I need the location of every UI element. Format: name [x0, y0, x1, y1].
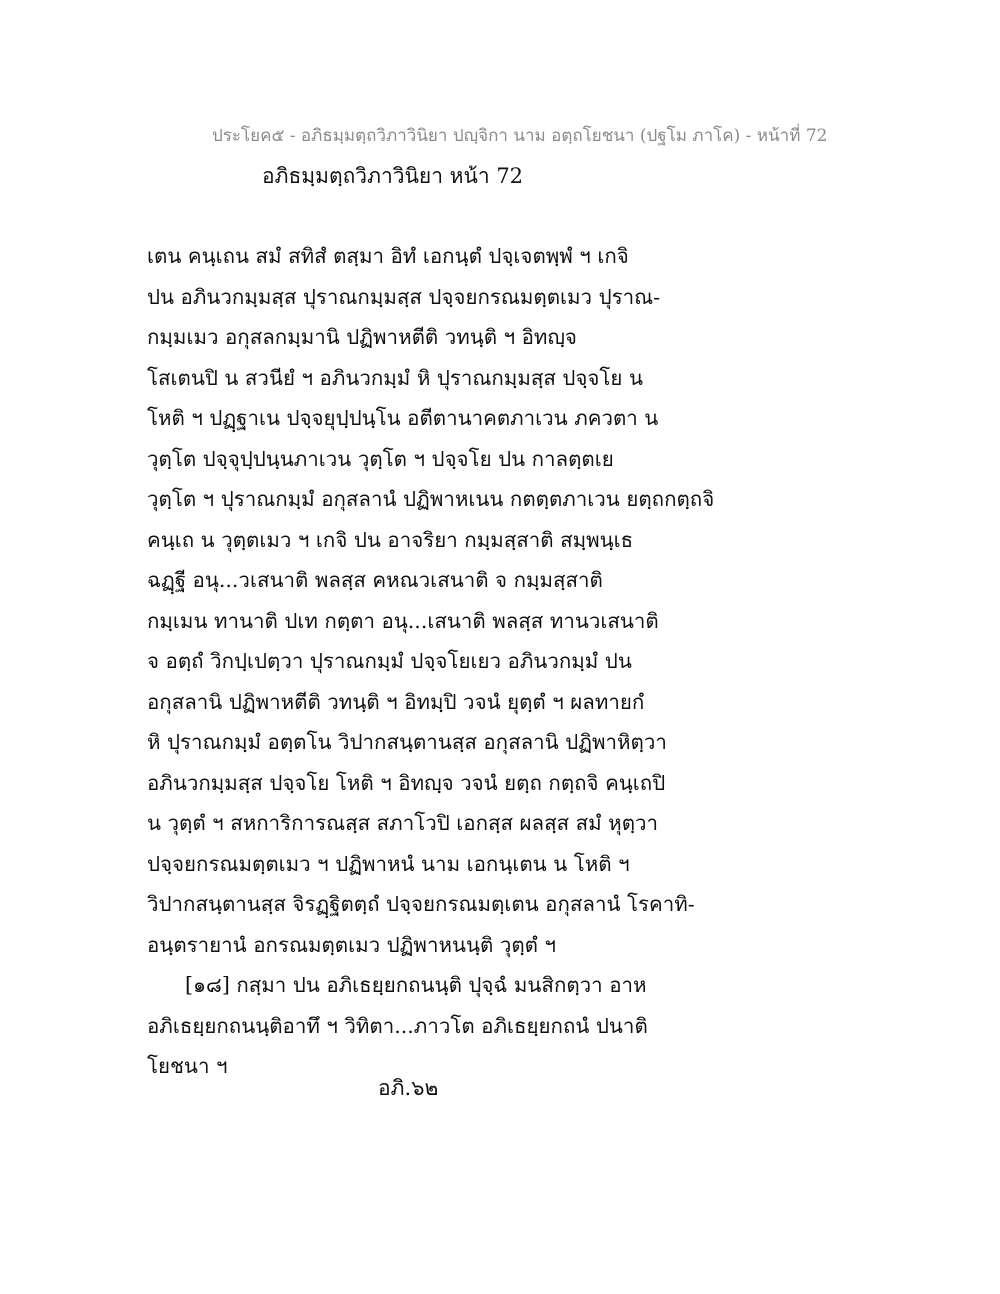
- text-line: คนฺเถ น วุตฺตเมว ฯ เกจิ ปน อาจริยา กมฺมสฺสาติ สมฺพนฺเธ: [147, 527, 634, 552]
- text-line: อภิเธยฺยกถนนฺติอาทึ ฯ วิทิตา...ภาวโต อภิเธยฺยกถนํ ปนาติ: [147, 1013, 648, 1038]
- body-text: [147, 236, 867, 1087]
- page-heading: อภิธมฺมตฺถวิภาวินิยา หน้า 72: [262, 164, 524, 188]
- text-line: หิ ปุราณกมฺมํ อตฺตโน วิปากสนฺตานสฺส อกุสลานิ ปฏิพาหิตฺวา: [147, 730, 667, 754]
- text-line: จ อตฺถํ วิกปฺเปตฺวา ปุราณกมฺมํ ปจฺจโยเยว อภินวกมฺมํ ปน: [147, 649, 632, 673]
- text-line: อภินวกมฺมสฺส ปจฺจโย โหติ ฯ อิทญฺจ วจนํ ยตฺถ กตฺถจิ คนฺเถปิ: [147, 770, 666, 795]
- text-line: กมฺเมน ทานาติ ปเท กตฺตา อนุ...เสนาติ พลสฺส ทานวเสนาติ: [147, 608, 659, 633]
- text-line: อกุสลานิ ปฏิพาหตีติ วทนฺติ ฯ อิทมฺปิ วจนํ ยุตฺตํ ฯ ผลทายกํ: [147, 689, 645, 714]
- text-line: วุตฺโต ปจฺจุปฺปนฺนภาเวน วุตฺโต ฯ ปจฺจโย ปน กาลตฺตเย: [147, 446, 614, 471]
- running-header: ประโยค๕ - อภิธมฺมตฺถวิภาวินิยา ปญฺจิกา นาม อตฺถโยชนา (ปฐโม ภาโค) - หน้าที่ 72: [212, 126, 828, 146]
- text-line: เตน คนฺเถน สมํ สทิสํ ตสฺมา อิทํ เอกนฺตํ ปจฺเจตพฺพํ ฯ เกจิ: [147, 244, 629, 268]
- text-line: อนฺตรายานํ อกรณมตฺตเมว ปฏิพาหนนฺติ วุตฺตํ ฯ: [147, 932, 556, 957]
- text-line: โสเตนปิ น สวนียํ ฯ อภินวกมฺมํ หิ ปุราณกมฺมสฺส ปจฺจโย น: [147, 365, 643, 390]
- paragraph-start-line: [๑๘] กสฺมา ปน อภิเธยฺยกถนนฺติ ปุจฺฉํ มนสิกตฺวา อาห: [185, 973, 647, 997]
- text-line: โยชนา ฯ: [147, 1054, 228, 1078]
- text-line: กมฺมเมว อกุสลกมฺมานิ ปฏิพาหตีติ วทนฺติ ฯ อิทญฺจ: [147, 325, 577, 349]
- text-line: ปน อภินวกมฺมสฺส ปุราณกมฺมสฺส ปจฺจยกรณมตฺตเมว ปุราณ-: [147, 284, 661, 309]
- page-footer: อภิ.๖๒: [378, 1076, 439, 1100]
- text-line: ปจฺจยกรณมตฺตเมว ฯ ปฏิพาหนํ นาม เอกนฺเตน น โหติ ฯ: [147, 851, 630, 876]
- text-line: วุตฺโต ฯ ปุราณกมฺมํ อกุสลานํ ปฏิพาหเนน กตตฺตภาเวน ยตฺถกตฺถจิ: [147, 487, 715, 511]
- text-line: วิปากสนฺตานสฺส จิรฏฺฐิตตฺถํ ปจฺจยกรณมตฺเตน อกุสลานํ โรคาทิ-: [147, 892, 695, 916]
- text-line: ฉฏฺฐี อนุ...วเสนาติ พลสฺส คหณวเสนาติ จ กมฺมสฺสาติ: [147, 568, 603, 592]
- text-line: โหติ ฯ ปฏฺฐาเน ปจฺจยุปฺปนฺโน อตีตานาคตภาเวน ภควตา น: [147, 406, 659, 430]
- text-line: น วุตฺตํ ฯ สหการิการณสฺส สภาโวปิ เอกสฺส ผลสฺส สมํ หุตฺวา: [147, 811, 659, 835]
